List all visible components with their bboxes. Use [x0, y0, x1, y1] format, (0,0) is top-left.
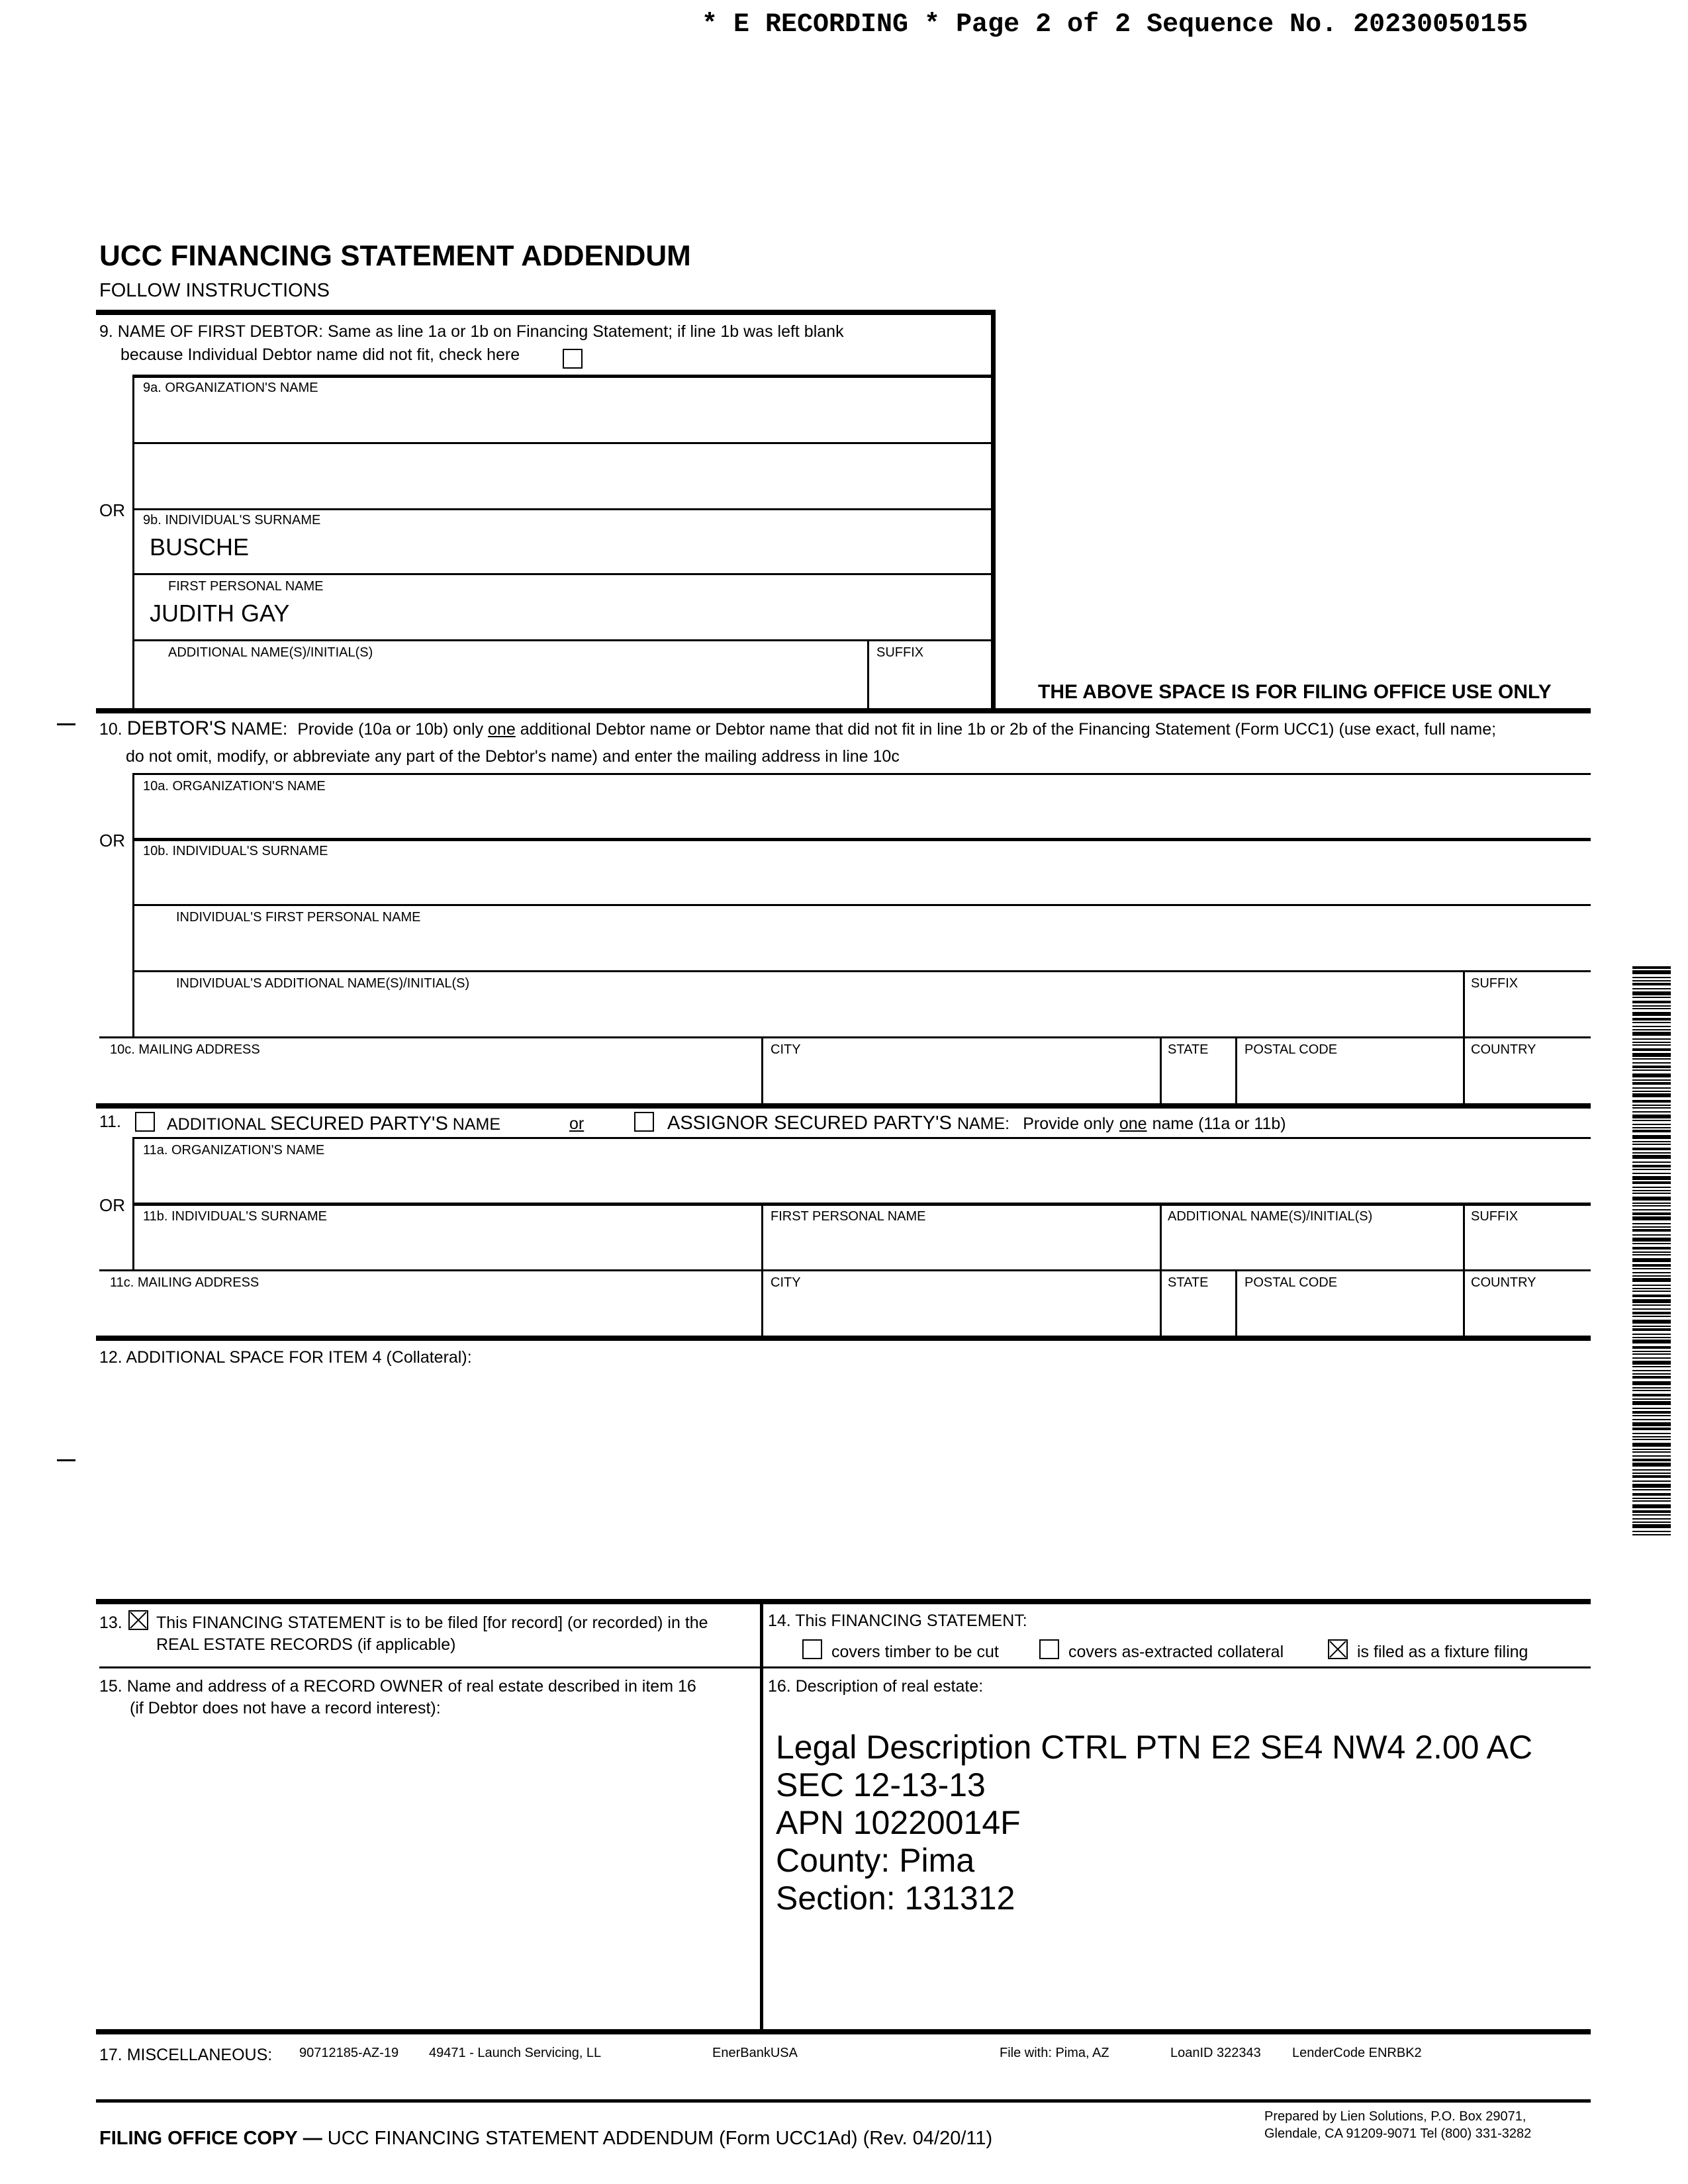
barcode-bar — [1632, 1361, 1671, 1365]
barcode-bar — [1632, 1148, 1671, 1150]
barcode-bar — [1632, 1514, 1671, 1516]
item9-suffix-label: SUFFIX — [876, 645, 924, 660]
barcode-bar — [1632, 1337, 1671, 1338]
divider — [96, 2029, 1591, 2034]
item10-text-b: additional Debtor name or Debtor name that did not fit in line 1b or 2b of the Financing Statement (Form UCC1) (use exact, full name; — [520, 720, 1497, 739]
item16-label: 16. Description of real estate: — [768, 1677, 984, 1696]
barcode-bar — [1632, 1326, 1671, 1327]
barcode-bar — [1632, 1275, 1671, 1277]
item10-first-name-field[interactable] — [139, 925, 1582, 966]
barcode-bar — [1632, 1234, 1671, 1236]
barcode-bar — [1632, 1518, 1671, 1520]
barcode-bar — [1632, 1107, 1671, 1109]
item11-assignor-label — [667, 1113, 1286, 1134]
barcode-bar — [1632, 1216, 1671, 1220]
item14-timber-label: covers timber to be cut — [831, 1643, 999, 1661]
item10-heading-line2: do not omit, modify, or abbreviate any part of the Debtor's name) and enter the mailing address in line 10c — [126, 747, 900, 766]
barcode-bar — [1632, 1475, 1671, 1478]
barcode-bar — [1632, 1144, 1671, 1145]
barcode — [1632, 966, 1671, 1535]
item11-provide-b: name (11a or 11b) — [1152, 1115, 1286, 1133]
item12-label: 12. ADDITIONAL SPACE FOR ITEM 4 (Collateral): — [99, 1348, 472, 1367]
divider — [132, 773, 1591, 775]
barcode-bar — [1632, 1394, 1671, 1396]
item16-description-block — [776, 1729, 1532, 1917]
barcode-bar — [1632, 1073, 1671, 1077]
barcode-bar — [1632, 1197, 1671, 1201]
item14-fixture-filing-label: is filed as a fixture filing — [1357, 1643, 1528, 1661]
barcode-bar — [1632, 1422, 1671, 1426]
barcode-bar — [1632, 1229, 1671, 1232]
barcode-bar — [1632, 1058, 1671, 1060]
barcode-bar — [1632, 1008, 1671, 1009]
barcode-bar — [1632, 1272, 1671, 1273]
barcode-bar — [1632, 1278, 1671, 1282]
barcode-bar — [1632, 1376, 1671, 1379]
barcode-bar — [1632, 1408, 1671, 1409]
barcode-bar — [1632, 1522, 1671, 1523]
barcode-bar — [1632, 1328, 1671, 1331]
item15-record-owner-field[interactable] — [99, 1722, 755, 2026]
barcode-bar — [1632, 1001, 1671, 1003]
barcode-bar — [1632, 1340, 1671, 1343]
barcode-bar — [1632, 1449, 1671, 1450]
item11a-org-name-field[interactable] — [139, 1158, 1582, 1199]
barcode-bar — [1632, 1484, 1671, 1488]
barcode-bar — [1632, 1087, 1671, 1089]
item11-provide-one: one — [1119, 1115, 1147, 1133]
item11-assignor: ASSIGNOR SECURED PARTY'S — [667, 1113, 952, 1134]
item11-additional-name-label: ADDITIONAL NAME(S)/INITIAL(S) — [1168, 1209, 1373, 1224]
barcode-bar — [1632, 1498, 1671, 1499]
barcode-bar — [1632, 1093, 1671, 1097]
item10-or-label: OR — [99, 831, 125, 850]
barcode-bar — [1632, 1042, 1671, 1043]
item16-description-line: Section: 131312 — [776, 1880, 1015, 1917]
item9a-org-name-field-line2[interactable] — [139, 447, 986, 506]
barcode-bar — [1632, 1135, 1671, 1139]
item9a-org-name-field[interactable] — [139, 397, 986, 437]
divider — [96, 1336, 1591, 1341]
barcode-bar — [1632, 1534, 1671, 1535]
divider — [132, 375, 993, 378]
barcode-bar — [1632, 1291, 1671, 1292]
barcode-bar — [1632, 1524, 1671, 1528]
barcode-bar — [1632, 1152, 1671, 1154]
barcode-bar — [1632, 1203, 1671, 1204]
item10a-label: 10a. ORGANIZATION'S NAME — [143, 779, 326, 794]
item16-description-line: County: Pima — [776, 1842, 975, 1879]
item15-label-line2: (if Debtor does not have a record interest): — [130, 1699, 441, 1717]
barcode-bar — [1632, 991, 1671, 995]
barcode-bar — [1632, 1353, 1671, 1355]
barcode-bar — [1632, 1026, 1671, 1027]
item11-additional-b: SECURED PARTY'S — [270, 1113, 448, 1134]
barcode-bar — [1632, 1455, 1671, 1457]
barcode-bar — [1632, 1473, 1671, 1474]
barcode-bar — [1632, 1398, 1671, 1400]
footer-prepared-line1: Prepared by Lien Solutions, P.O. Box 29071, — [1264, 2109, 1526, 2124]
item10b-label: 10b. INDIVIDUAL'S SURNAME — [143, 844, 328, 858]
divider — [132, 442, 993, 444]
barcode-bar — [1632, 1316, 1671, 1317]
item13-text-line2: REAL ESTATE RECORDS (if applicable) — [156, 1635, 456, 1654]
barcode-bar — [1632, 1469, 1671, 1471]
barcode-bar — [1632, 983, 1671, 985]
item10-additional-name-label: INDIVIDUAL'S ADDITIONAL NAME(S)/INITIAL(S) — [176, 976, 470, 991]
barcode-bar — [1632, 1357, 1671, 1359]
barcode-bar — [1632, 1115, 1671, 1118]
barcode-bar — [1632, 1048, 1671, 1051]
barcode-bar — [1632, 1334, 1671, 1335]
item14-as-extracted-label: covers as-extracted collateral — [1068, 1643, 1284, 1661]
barcode-bar — [1632, 1141, 1671, 1142]
item10c-city-label: CITY — [771, 1042, 801, 1057]
divider — [96, 708, 1591, 713]
barcode-bar — [1632, 980, 1671, 981]
barcode-bar — [1632, 1295, 1671, 1297]
barcode-bar — [1632, 1022, 1671, 1023]
item11-suffix-label: SUFFIX — [1471, 1209, 1519, 1224]
item9-first-name-value[interactable]: JUDITH GAY — [150, 600, 290, 627]
divider — [132, 1203, 1591, 1206]
footer-dash: — — [303, 2128, 322, 2149]
barcode-bar — [1632, 1209, 1671, 1210]
divider — [99, 1036, 1591, 1038]
barcode-bar — [1632, 1299, 1671, 1303]
divider — [132, 573, 993, 575]
barcode-bar — [1632, 966, 1671, 969]
barcode-bar — [1632, 1111, 1671, 1113]
barcode-bar — [1632, 1304, 1671, 1306]
barcode-bar — [1632, 1439, 1671, 1440]
barcode-bar — [1632, 1463, 1671, 1467]
item10-first-name-label: INDIVIDUAL'S FIRST PERSONAL NAME — [176, 910, 421, 925]
barcode-bar — [1632, 1288, 1671, 1289]
barcode-bar — [1632, 1044, 1671, 1046]
item11-provide-a: Provide only — [1023, 1115, 1114, 1133]
barcode-bar — [1632, 1433, 1671, 1434]
item13-text-line1: This FINANCING STATEMENT is to be filed [for record] (or recorded) in the — [156, 1614, 708, 1632]
item11a-label: 11a. ORGANIZATION'S NAME — [143, 1143, 325, 1158]
item14-label: 14. This FINANCING STATEMENT: — [768, 1612, 1027, 1630]
item14-as-extracted-checkbox[interactable] — [1039, 1639, 1059, 1659]
barcode-bar — [1632, 1436, 1671, 1437]
barcode-bar — [1632, 1285, 1671, 1286]
divider — [132, 970, 1591, 972]
barcode-bar — [1632, 1238, 1671, 1242]
barcode-bar — [1632, 1155, 1671, 1159]
barcode-bar — [1632, 1351, 1671, 1352]
item17-servicer: 49471 - Launch Servicing, LL — [429, 2046, 602, 2060]
barcode-bar — [1632, 1504, 1671, 1508]
item10-suffix-label: SUFFIX — [1471, 976, 1519, 991]
divider — [99, 1269, 1591, 1271]
divider — [96, 1599, 1591, 1604]
item9-additional-name-label: ADDITIONAL NAME(S)/INITIAL(S) — [168, 645, 373, 660]
barcode-bar — [1632, 1254, 1671, 1255]
divider — [761, 1036, 763, 1104]
barcode-bar — [1632, 1005, 1671, 1007]
barcode-bar — [1632, 1038, 1671, 1040]
item9-first-name-label: FIRST PERSONAL NAME — [168, 579, 324, 594]
divider — [96, 1103, 1591, 1109]
item11c-postal-label: POSTAL CODE — [1244, 1275, 1338, 1290]
item11-first-name-label: FIRST PERSONAL NAME — [771, 1209, 926, 1224]
barcode-bar — [1632, 1205, 1671, 1206]
item11-additional-label — [167, 1114, 500, 1134]
divider — [132, 508, 993, 510]
barcode-bar — [1632, 997, 1671, 998]
item11c-city-label: CITY — [771, 1275, 801, 1290]
barcode-bar — [1632, 1190, 1671, 1191]
barcode-bar — [1632, 1370, 1671, 1371]
barcode-bar — [1632, 1493, 1671, 1496]
footer-form-line — [99, 2127, 992, 2150]
item17-label: 17. MISCELLANEOUS: — [99, 2046, 273, 2064]
divider — [1160, 1036, 1162, 1104]
barcode-bar — [1632, 1018, 1671, 1021]
barcode-bar — [1632, 977, 1671, 978]
item11c-state-label: STATE — [1168, 1275, 1209, 1290]
divider — [132, 904, 1591, 906]
barcode-bar — [1632, 1264, 1671, 1267]
footer-prepared-line2: Glendale, CA 91209-9071 Tel (800) 331-3282 — [1264, 2126, 1532, 2141]
divider — [132, 1137, 1591, 1139]
barcode-bar — [1632, 1443, 1671, 1447]
item10c-address-label: 10c. MAILING ADDRESS — [110, 1042, 260, 1057]
item16-description-line: SEC 12-13-13 — [776, 1766, 986, 1803]
barcode-bar — [1632, 1401, 1671, 1405]
barcode-bar — [1632, 1510, 1671, 1513]
barcode-bar — [1632, 1308, 1671, 1310]
item10c-country-label: COUNTRY — [1471, 1042, 1536, 1057]
item15-label-line1: 15. Name and address of a RECORD OWNER of real estate described in item 16 — [99, 1677, 696, 1696]
divider — [760, 1599, 763, 2030]
item14-fixture-filing-checkbox[interactable] — [1328, 1639, 1348, 1659]
footer-form-name: UCC FINANCING STATEMENT ADDENDUM (Form UCC1Ad) (Rev. 04/20/11) — [327, 2128, 993, 2149]
barcode-bar — [1632, 1268, 1671, 1269]
barcode-bar — [1632, 1053, 1671, 1057]
barcode-bar — [1632, 1223, 1671, 1224]
barcode-bar — [1632, 988, 1671, 989]
item17-lender-code: LenderCode ENRBK2 — [1292, 2046, 1422, 2060]
barcode-bar — [1632, 1082, 1671, 1085]
item17-file-with: File with: Pima, AZ — [1000, 2046, 1109, 2060]
barcode-bar — [1632, 1100, 1671, 1103]
divider — [96, 2099, 1591, 2103]
barcode-bar — [1632, 1500, 1671, 1502]
item17-reference: 90712185-AZ-19 — [299, 2046, 399, 2060]
barcode-bar — [1632, 1173, 1671, 1174]
item13-real-estate-records-checkbox[interactable] — [128, 1610, 148, 1630]
barcode-bar — [1632, 1390, 1671, 1391]
margin-tick — [57, 1459, 75, 1461]
barcode-bar — [1632, 1029, 1671, 1030]
item17-loan-id: LoanID 322343 — [1170, 2046, 1261, 2060]
barcode-bar — [1632, 1062, 1671, 1064]
divider — [1235, 1269, 1237, 1337]
item11-number: 11. — [99, 1113, 121, 1131]
recording-header: * E RECORDING * Page 2 of 2 Sequence No. 20230050155 — [702, 10, 1528, 40]
barcode-bar — [1632, 1212, 1671, 1215]
item11-additional-secured-party-checkbox[interactable] — [135, 1112, 155, 1132]
barcode-bar — [1632, 1079, 1671, 1081]
barcode-bar — [1632, 1012, 1671, 1016]
item10c-state-label: STATE — [1168, 1042, 1209, 1057]
item17-lender: EnerBankUSA — [712, 2046, 798, 2060]
item11-assignor-name: NAME: — [957, 1115, 1010, 1133]
item10-heading — [99, 719, 1496, 739]
barcode-bar — [1632, 1176, 1671, 1180]
barcode-bar — [1632, 1531, 1671, 1532]
item14-timber-checkbox[interactable] — [802, 1639, 822, 1659]
barcode-bar — [1632, 1165, 1671, 1167]
barcode-bar — [1632, 1193, 1671, 1194]
form-title: UCC FINANCING STATEMENT ADDENDUM — [99, 240, 691, 272]
barcode-bar — [1632, 1251, 1671, 1253]
item11c-country-label: COUNTRY — [1471, 1275, 1536, 1290]
barcode-bar — [1632, 1415, 1671, 1416]
barcode-bar — [1632, 1120, 1671, 1121]
item10b-surname-field[interactable] — [139, 859, 1582, 900]
barcode-bar — [1632, 1480, 1671, 1482]
barcode-bar — [1632, 1243, 1671, 1244]
barcode-bar — [1632, 1127, 1671, 1128]
barcode-bar — [1632, 1181, 1671, 1184]
barcode-bar — [1632, 1187, 1671, 1188]
barcode-bar — [1632, 1169, 1671, 1170]
divider — [99, 1666, 1591, 1668]
item9-heading: 9. NAME OF FIRST DEBTOR: Same as line 1a or 1b on Financing Statement; if line 1b was left blank — [99, 322, 844, 341]
barcode-bar — [1632, 1258, 1671, 1262]
barcode-bar — [1632, 1451, 1671, 1453]
item10-title: DEBTOR'S — [126, 717, 226, 739]
item16-description-line: Legal Description CTRL PTN E2 SE4 NW4 2.00 AC — [776, 1729, 1533, 1766]
margin-tick — [57, 723, 75, 725]
barcode-bar — [1632, 1161, 1671, 1163]
barcode-bar — [1632, 1373, 1671, 1375]
barcode-bar — [1632, 1489, 1671, 1490]
item10-number: 10. — [99, 720, 122, 739]
barcode-bar — [1632, 1387, 1671, 1388]
barcode-bar — [1632, 1346, 1671, 1349]
item10a-org-name-field[interactable] — [139, 794, 1582, 834]
barcode-bar — [1632, 1066, 1671, 1068]
item11b-label: 11b. INDIVIDUAL'S SURNAME — [143, 1209, 327, 1224]
barcode-bar — [1632, 1381, 1671, 1385]
item10c-postal-label: POSTAL CODE — [1244, 1042, 1338, 1057]
barcode-bar — [1632, 1459, 1671, 1461]
item11c-address-label: 11c. MAILING ADDRESS — [110, 1275, 259, 1290]
barcode-bar — [1632, 1366, 1671, 1367]
item10-text-one: one — [488, 720, 516, 739]
barcode-bar — [1632, 1091, 1671, 1092]
item9b-label: 9b. INDIVIDUAL'S SURNAME — [143, 513, 321, 527]
barcode-bar — [1632, 1419, 1671, 1420]
item12-collateral-field[interactable] — [99, 1371, 1582, 1590]
item11-or-label: OR — [99, 1195, 125, 1215]
barcode-bar — [1632, 1130, 1671, 1132]
item10-text-a: Provide (10a or 10b) only — [297, 720, 484, 739]
item11-additional-a: ADDITIONAL — [167, 1115, 266, 1134]
divider — [132, 639, 993, 641]
barcode-bar — [1632, 1428, 1671, 1430]
footer-copy-label: FILING OFFICE COPY — [99, 2128, 298, 2149]
barcode-bar — [1632, 1032, 1671, 1036]
barcode-bar — [1632, 1124, 1671, 1125]
follow-instructions: FOLLOW INSTRUCTIONS — [99, 280, 330, 301]
item16-description-line: APN 10220014F — [776, 1804, 1021, 1841]
item9b-surname-value[interactable]: BUSCHE — [150, 533, 250, 561]
item9-top-border — [96, 310, 995, 315]
item11-or-word: or — [569, 1115, 585, 1133]
item11-additional-c: NAME — [452, 1115, 500, 1134]
item9-heading-line2: because Individual Debtor name did not fit, check here — [120, 345, 520, 364]
divider — [132, 838, 1591, 841]
divider — [867, 639, 869, 708]
item9-left-border — [132, 375, 134, 708]
barcode-bar — [1632, 1247, 1671, 1250]
barcode-bar — [1632, 1069, 1671, 1071]
item11-assignor-secured-party-checkbox[interactable] — [634, 1112, 654, 1132]
barcode-bar — [1632, 1105, 1671, 1106]
divider — [1235, 1036, 1237, 1104]
item9-or-label: OR — [99, 500, 125, 520]
filing-office-use-note: THE ABOVE SPACE IS FOR FILING OFFICE USE ONLY — [1038, 681, 1552, 703]
barcode-bar — [1632, 970, 1671, 974]
item10-title-name: NAME: — [230, 719, 288, 739]
item13-number: 13. — [99, 1614, 122, 1632]
barcode-bar — [1632, 1226, 1671, 1228]
item9a-label: 9a. ORGANIZATION'S NAME — [143, 381, 318, 395]
barcode-bar — [1632, 1312, 1671, 1314]
barcode-bar — [1632, 1411, 1671, 1414]
barcode-bar — [1632, 1320, 1671, 1324]
item9-name-did-not-fit-checkbox[interactable] — [563, 349, 583, 369]
